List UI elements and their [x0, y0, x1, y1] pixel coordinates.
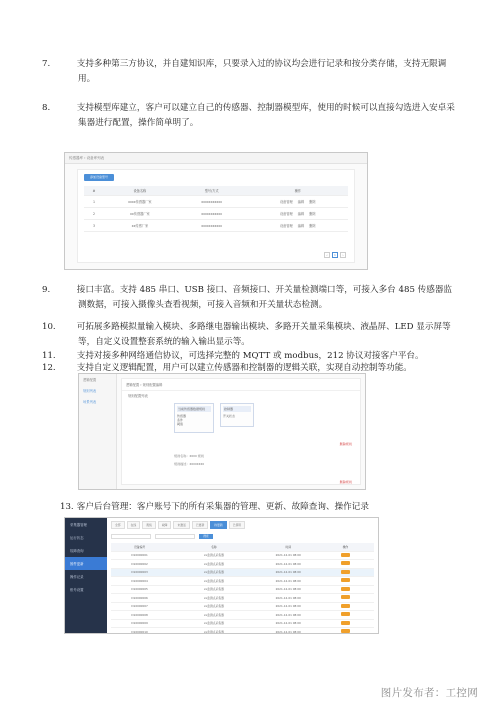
action-button[interactable] [341, 595, 350, 599]
backend-sidebar [65, 518, 107, 633]
table-row[interactable] [111, 586, 374, 595]
table-row[interactable] [111, 594, 374, 603]
sidebar-item-rules[interactable]: 规则列表 [83, 389, 97, 393]
table-row[interactable] [111, 611, 374, 620]
table-cell: 2021-12-01 08:00 [275, 587, 301, 592]
collector-table [111, 543, 374, 634]
page-1-button[interactable]: 1 [332, 252, 338, 258]
panel-header: 逻辑配置 › 规则配置编辑 [122, 379, 360, 391]
logic-panel [121, 378, 361, 485]
table-cell: xx监测点采集器 [203, 587, 224, 592]
tab[interactable]: 未激活 [173, 521, 189, 529]
table-row[interactable] [111, 552, 374, 561]
delete-rule-link[interactable]: 删除规则 [339, 480, 352, 484]
sidebar-item-scenes[interactable]: 场景列表 [83, 400, 97, 404]
rule-desc: 规则描述：xxxxxxxx [174, 462, 205, 466]
model-library-screenshot [64, 152, 368, 270]
table-cell: 2021-12-01 08:00 [275, 604, 301, 609]
sidebar-item-status[interactable]: 运行状态 [70, 536, 84, 540]
delete-link[interactable]: 删除 [309, 212, 316, 216]
table-row: 1 xxxx传感器厂家 xxxxxxxxxxx 设备管理 编辑 删除 [84, 196, 348, 208]
edit-link[interactable]: 编辑 [297, 200, 305, 204]
list-item-8: 8. 支持模型库建立，客户可以建立自己的传感器、控制器模型库，使用的时候可以直接勾选进入安卓采集器进行配置，操作简单明了。 [42, 103, 455, 128]
table-row[interactable] [111, 628, 374, 634]
action-button[interactable] [341, 612, 350, 616]
next-page-button[interactable]: › [340, 252, 346, 258]
table-cell: xx监测点采集器 [203, 612, 224, 617]
manage-link[interactable]: 设备管理 [280, 200, 293, 204]
tab[interactable]: 在线 [127, 521, 141, 529]
logic-sidebar [79, 374, 117, 489]
add-model-button[interactable]: 添加设备型号 [84, 174, 114, 181]
sidebar-item-logic[interactable]: 逻辑配置 [83, 378, 97, 382]
tab[interactable]: 离线 [142, 521, 156, 529]
table-cell [317, 587, 374, 592]
delete-rule-link[interactable]: 删除规则 [339, 442, 352, 446]
table-row[interactable] [111, 560, 374, 569]
sidebar-item-firmware[interactable]: 固件更新 [65, 557, 107, 570]
tab[interactable]: 已停用 [229, 521, 245, 529]
backend-screenshot [64, 517, 379, 634]
tab-active[interactable]: 待更新 [210, 521, 226, 529]
tab[interactable]: 已更新 [192, 521, 208, 529]
list-item-7: 7. 支持多种第三方协议，并自建知识库，只要录入过的协议均会进行记录和按分类存储，支持无限调用。 [42, 59, 447, 84]
table-cell [317, 553, 374, 558]
watermark: 图片发布者：工控网 [380, 687, 478, 699]
table-cell: xx监测点采集器 [203, 561, 224, 566]
sensor-rule-box[interactable]: 当前传感器数据规则 传感器 条件 阈值 [174, 403, 214, 433]
table-cell [317, 595, 374, 600]
filter-input[interactable] [155, 534, 195, 539]
sidebar-item-collectors[interactable]: 采集器管理 [70, 523, 87, 527]
table-cell: xx监测点采集器 [203, 604, 224, 609]
table-row[interactable] [111, 620, 374, 629]
table-cell [317, 621, 374, 626]
table-header: 设备编号 名称 时间 操作 [111, 543, 374, 552]
action-button[interactable] [341, 570, 350, 574]
sidebar-item-logs[interactable]: 操作记录 [70, 575, 84, 579]
manage-link[interactable]: 设备管理 [280, 224, 293, 228]
table-cell: D10000001 [131, 553, 148, 558]
table-cell [317, 604, 374, 609]
table-cell: xx监测点采集器 [203, 621, 224, 626]
table-row[interactable] [111, 569, 374, 578]
edit-link[interactable]: 编辑 [297, 224, 305, 228]
table-cell: D10000009 [131, 621, 148, 626]
sidebar-item-account[interactable]: 账号设置 [70, 588, 84, 592]
list-item-13: 13. 客户后台管理：客户账号下的所有采集器的管理、更新、故障查询、操作记录 [60, 502, 369, 512]
action-button[interactable] [341, 621, 350, 625]
table-cell: xx监测点采集器 [203, 553, 224, 558]
table-row: 2 xx传感器厂家 xxxxxxxxxxx 设备管理 编辑 删除 [84, 208, 348, 220]
table-row: 3 xx传感厂家 xxxxxxxxxxx 设备管理 编辑 删除 [84, 220, 348, 232]
list-item-12: 12. 支持自定义逻辑配置，用户可以建立传感器和控制器的逻辑关联，实现自动控制等功能。 [42, 363, 412, 373]
table-cell: 2021-12-01 08:00 [275, 553, 301, 558]
action-button[interactable] [341, 578, 350, 582]
table-row[interactable] [111, 577, 374, 586]
table-cell: D10000005 [131, 587, 148, 592]
table-cell: D10000007 [131, 604, 148, 609]
table-cell: 2021-12-01 08:00 [275, 621, 301, 626]
table-cell: xx监测点采集器 [203, 595, 224, 600]
config-label: 规则配置列表 [128, 394, 148, 398]
tab[interactable]: 故障 [158, 521, 172, 529]
filter-input[interactable] [111, 534, 151, 539]
table-cell: 2021-12-01 08:00 [275, 629, 301, 634]
table-cell: xx监测点采集器 [203, 570, 224, 575]
table-cell: D10000006 [131, 595, 148, 600]
table-cell [317, 612, 374, 617]
list-item-11: 11. 支持对接多种网络通信协议，可选择完整的 MQTT 或 modbus，212 协议对接客户平台。 [42, 351, 424, 361]
table-cell: D10000010 [131, 629, 148, 634]
table-cell: 2021-12-01 08:00 [275, 612, 301, 617]
list-item-10: 10. 可拓展多路模拟量输入模块、多路继电器输出模块、多路开关量采集模块、液晶屏、LED 显示屏等等，自定义设置整套系统的输入输出显示等。 [42, 322, 451, 347]
table-cell: D10000008 [131, 612, 148, 617]
table-header: # 设备名称 型号/方式 操作 [84, 186, 348, 196]
table-cell [317, 629, 374, 634]
table-cell: 2021-12-01 08:00 [275, 570, 301, 575]
table-row[interactable] [111, 603, 374, 612]
table-cell: 2021-12-01 08:00 [275, 561, 301, 566]
table-cell: xx监测点采集器 [203, 578, 224, 583]
action-button[interactable] [341, 561, 350, 565]
table-cell: xx监测点采集器 [203, 629, 224, 634]
rule-name-2: 规则名称：xxxx 规则 [174, 454, 204, 458]
delete-link[interactable]: 删除 [309, 200, 316, 204]
table-cell [317, 578, 374, 583]
prev-page-button[interactable]: ‹ [324, 252, 330, 258]
table-cell [317, 561, 374, 566]
filter-bar [111, 532, 376, 540]
delete-link[interactable]: 删除 [309, 224, 316, 228]
logic-config-screenshot [78, 373, 366, 490]
model-table [84, 186, 348, 232]
action-button[interactable] [341, 604, 350, 608]
table-cell: D10000004 [131, 578, 148, 583]
table-cell: D10000002 [131, 561, 148, 566]
controller-box[interactable]: 控制器 开关状态 [220, 403, 254, 427]
edit-link[interactable]: 编辑 [297, 212, 305, 216]
action-button[interactable] [341, 587, 350, 591]
action-button[interactable] [341, 629, 350, 633]
table-cell: D10000003 [131, 570, 148, 575]
pagination [324, 252, 346, 258]
manage-link[interactable]: 设备管理 [280, 212, 293, 216]
status-tabs [111, 521, 376, 529]
action-button[interactable] [341, 553, 350, 557]
tab[interactable]: 全部 [111, 521, 125, 529]
table-cell: 2021-12-01 08:00 [275, 595, 301, 600]
search-button[interactable]: 搜索 [199, 534, 213, 539]
list-item-9: 9. 接口丰富。支持 485 串口、USB 接口、音频接口、开关量检测端口等，可接入多台 485 传感器监测数据，可接入摄像头查看视频，可接入音频和开关量状态检测。 [42, 285, 453, 310]
sidebar-item-faults[interactable]: 故障查询 [70, 549, 84, 553]
table-cell: 2021-12-01 08:00 [275, 578, 301, 583]
table-cell [317, 570, 374, 575]
breadcrumb: 传感器库 › 设备库列表 [65, 153, 367, 164]
model-library-panel [77, 169, 355, 263]
